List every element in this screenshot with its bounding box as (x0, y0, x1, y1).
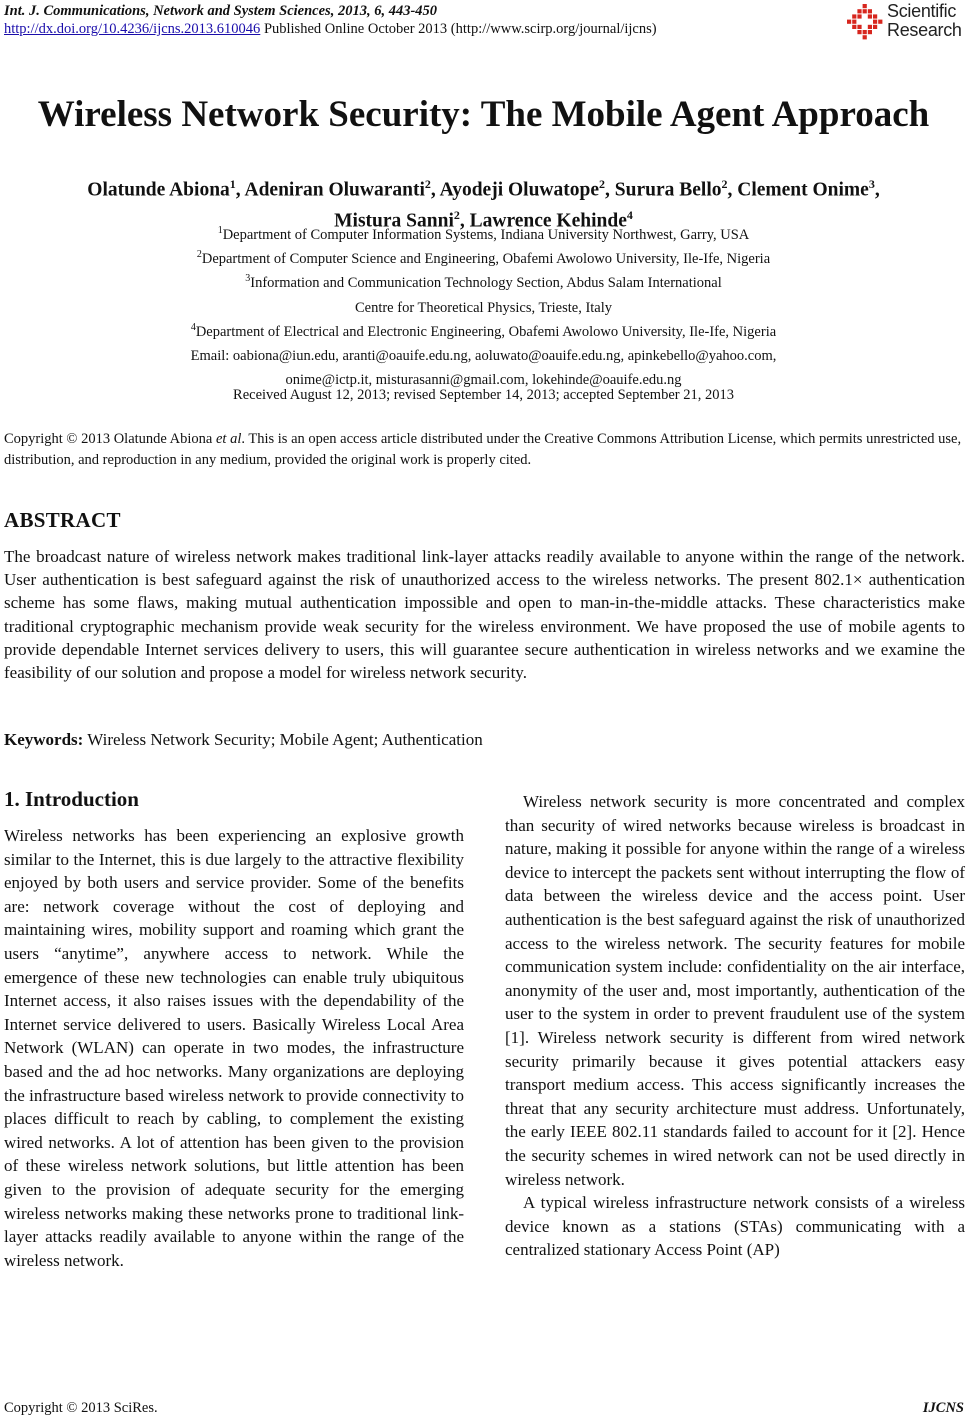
received-dates: Received August 12, 2013; revised September 14, 2013; accepted September 21, 2013 (233, 387, 734, 403)
logo-square (847, 20, 851, 24)
copyright-notice: Copyright © 2013 Olatunde Abiona et al. This is an open access article distributed under the Creative Commons Attribution License, which permits unrestricted use, distribution, and reproduction in any medium, provided the original work is properly cited. (4, 431, 962, 468)
logo-square (852, 25, 856, 29)
left-column (4, 824, 464, 1272)
logo-square (857, 9, 861, 13)
journal-header (4, 3, 437, 20)
affiliation-1: $^1$Department of Computer Information Systems, Indiana University Northwest, Garry, USA (217, 225, 750, 243)
doi-link[interactable]: http://dx.doi.org/10.4236/ijcns.2013.610046 (4, 21, 261, 37)
logo-square (863, 30, 867, 34)
author-line-1: Olatunde Abiona$^1$, Adeniran Oluwaranti$^2$, Ayodeji Oluwatope$^2$, Surura Bello$^2$, Clement Onime$^3$, (87, 177, 880, 201)
logo-diamond-icon (845, 2, 885, 42)
logo-square (852, 14, 856, 18)
doi-line (4, 21, 657, 38)
logo-square (878, 20, 882, 24)
logo-square (868, 30, 872, 34)
right-column (505, 790, 965, 1262)
logo-square (857, 25, 861, 29)
intro-paragraph-3: A typical wireless infrastructure network consists of a wireless device known as a stations (STAs) communicating with a centralized stationary Access Point (AP) (505, 1193, 965, 1260)
keywords-text: Wireless Network Security; Mobile Agent; Authentication (83, 730, 483, 749)
author-1: Olatunde Abiona (87, 179, 230, 201)
logo-square (863, 35, 867, 39)
journal-volume: , 2013, 6, 443-450 (330, 3, 438, 19)
affiliation-4: $^4$Department of Electrical and Electronic Engineering, Obafemi Awolowo University, Ile-Ife, Nigeria (190, 321, 777, 340)
logo-square (852, 20, 856, 24)
logo-square (868, 25, 872, 29)
logo-line2: Research (887, 20, 962, 40)
author-2: Adeniran Oluwaranti (244, 179, 425, 201)
author-4: Surura Bello (614, 179, 722, 201)
logo-square (863, 4, 867, 8)
logo-square (873, 25, 877, 29)
logo-square (857, 30, 861, 34)
intro-paragraph-1: Wireless networks has been experiencing an explosive growth similar to the Internet, this is due largely to the attractive flexibility enjoyed by both users and service provider. Some of the benefits are: network coverage without the cost of deploying and maintaining wires, mobility support and roaming which grant the users “anytime”, anywhere access to network. While the emergence of these new technologies can enable truly ubiquitous Internet access, it also raises issues with the dependability of the Internet service delivered to users. Basically Wireless Local Area Network (WLAN) can operate in two modes, the infrastructure based and the ad hoc networks. Many organizations are deploying the infrastructure based wireless network to provide connectivity to places difficult to reach by cabling, to complement the existing wired networks. A lot of attention has been given to the provision of these wireless network solutions, but little attention has been given to the provision of adequate security for the emerging wireless networks making these networks prone to traditional link-layer attacks readily available to anyone within the range of the wireless network. (4, 826, 464, 1270)
journal-name: Int. J. Communications, Network and System Sciences (4, 3, 331, 19)
logo-square (868, 14, 872, 18)
affiliations (0, 221, 967, 391)
author-5: Clement Onime (737, 179, 869, 201)
intro-paragraph-2: Wireless network security is more concentrated and complex than security of wired networks because wireless is broadcast in nature, making it possible for anyone within the range of a wireless device to intercept the packets sent without interrupting the flow of data between the wireless device and the access point. User authentication is the best safeguard against the risk of unauthorized access to the wireless network. The security features for mobile communication system include: confidentiality on the air interface, anonymity of the user and, most importantly, authentication of the user to the system in order to prevent fraudulent use of the system [1]. Wireless network security is different from wired network security primarily because it gives potential attackers easy transport medium access. This access significantly increases the threat that any security architecture must address. Unfortunately, the early IEEE 802.11 standards failed to account for it [2]. Hence the security schemes in wired network can not be used directly in wireless network. (505, 792, 965, 1189)
email-line-1: Email: oabiona@iun.edu, aranti@oauife.edu.ng, aoluwato@oauife.edu.ng, apinkebello@yahoo.com, (190, 348, 777, 364)
logo-square (873, 20, 877, 24)
affiliation-2: $^2$Department of Computer Science and Engineering, Obafemi Awolowo University, Ile-Ife, Nigeria (196, 249, 771, 268)
logo-square (868, 9, 872, 13)
footer-copyright: Copyright © 2013 SciRes. (4, 1400, 158, 1416)
author-7: Lawrence Kehinde (469, 210, 627, 231)
section-heading-introduction: 1. Introduction (4, 787, 139, 811)
keywords-label: Keywords: (4, 730, 84, 749)
scientific-research-logo (845, 2, 965, 44)
footer-journal: IJCNS (922, 1400, 964, 1416)
affiliation-3-cont: Centre for Theoretical Physics, Trieste, Italy (354, 299, 613, 316)
author-line-2: Mistura Sanni$^2$, Lawrence Kehinde$^4$ (334, 207, 633, 231)
email-line-2: onime@ictp.it, misturasanni@gmail.com, lokehinde@oauife.edu.ng (285, 372, 682, 389)
affiliation-3: $^3$Information and Communication Technology Section, Abdus Salam International (245, 273, 722, 292)
author-6: Mistura Sanni (334, 210, 454, 231)
logo-line1: Scientific (887, 1, 957, 21)
abstract-heading: ABSTRACT (4, 508, 121, 532)
abstract-text: The broadcast nature of wireless network makes traditional link-layer attacks readily available to anyone within the range of the network. User authentication is best safeguard against the risk of unauthorized access to the wireless networks. The present 802.1× authentication scheme has some flaws, making mutual authentication impossible and open to man-in-the-middle attacks. These characteristics make traditional cryptographic mechanism provide weak security for the wireless environment. We have proposed the use of mobile agents to provide dependable Internet services delivery to users, this will guarantee secure authentication in wireless networks and we examine the feasibility of our solution and propose a model for wireless network security. (4, 547, 965, 683)
author-3: Ayodeji Oluwatope (439, 179, 600, 201)
published-online: Published Online October 2013 (http://www.scirp.org/journal/ijcns) (260, 21, 657, 37)
keywords (4, 730, 483, 750)
paper-title: Wireless Network Security: The Mobile Agent Approach (37, 94, 930, 135)
logo-square (857, 14, 861, 18)
logo-square (873, 14, 877, 18)
logo-square (863, 9, 867, 13)
